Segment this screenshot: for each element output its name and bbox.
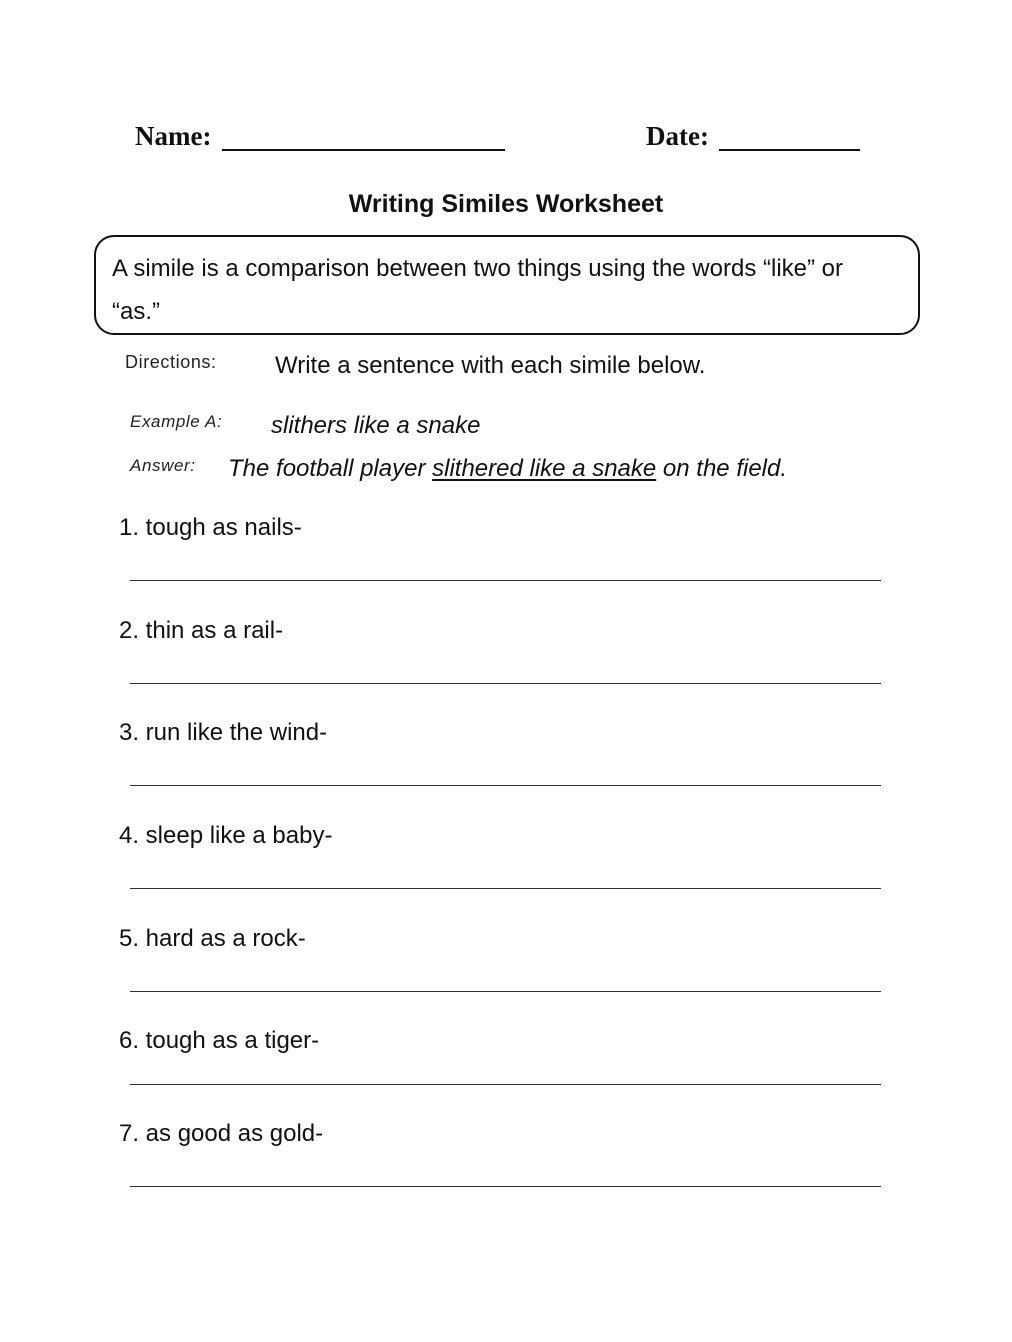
question-item: 5. hard as a rock- [119,925,306,952]
answer-line[interactable] [130,683,881,684]
answer-line[interactable] [130,1186,881,1187]
name-blank-line [222,149,505,151]
answer-text-after: on the field. [656,455,788,482]
answer-text-before: The football player [228,455,433,482]
question-item: 4. sleep like a baby- [119,822,333,849]
question-item: 6. tough as a tiger- [119,1027,320,1054]
answer-line[interactable] [130,888,881,889]
worksheet-title: Writing Similes Worksheet [348,190,664,218]
date-label: Date: [646,121,709,151]
date-blank-line [719,149,860,151]
answer-underlined-simile: slithered like a snake [432,455,657,482]
answer-label: Answer: [130,456,196,475]
answer-line[interactable] [130,580,881,581]
question-item: 3. run like the wind- [119,719,328,746]
directions-text: Write a sentence with each simile below. [275,352,706,379]
directions-label: Directions: [125,352,217,372]
answer-line[interactable] [130,1084,881,1085]
definition-text: A simile is a comparison between two things using the words “like” or “as.” [112,255,843,325]
definition-box [94,235,920,335]
question-item: 7. as good as gold- [119,1120,324,1147]
example-text: slithers like a snake [271,412,481,439]
answer-sentence [228,452,787,486]
name-label: Name: [135,121,212,151]
question-item: 2. thin as a rail- [119,617,284,644]
example-label: Example A: [130,412,223,431]
question-item: 1. tough as nails- [119,514,302,541]
answer-line[interactable] [130,785,881,786]
answer-line[interactable] [130,991,881,992]
